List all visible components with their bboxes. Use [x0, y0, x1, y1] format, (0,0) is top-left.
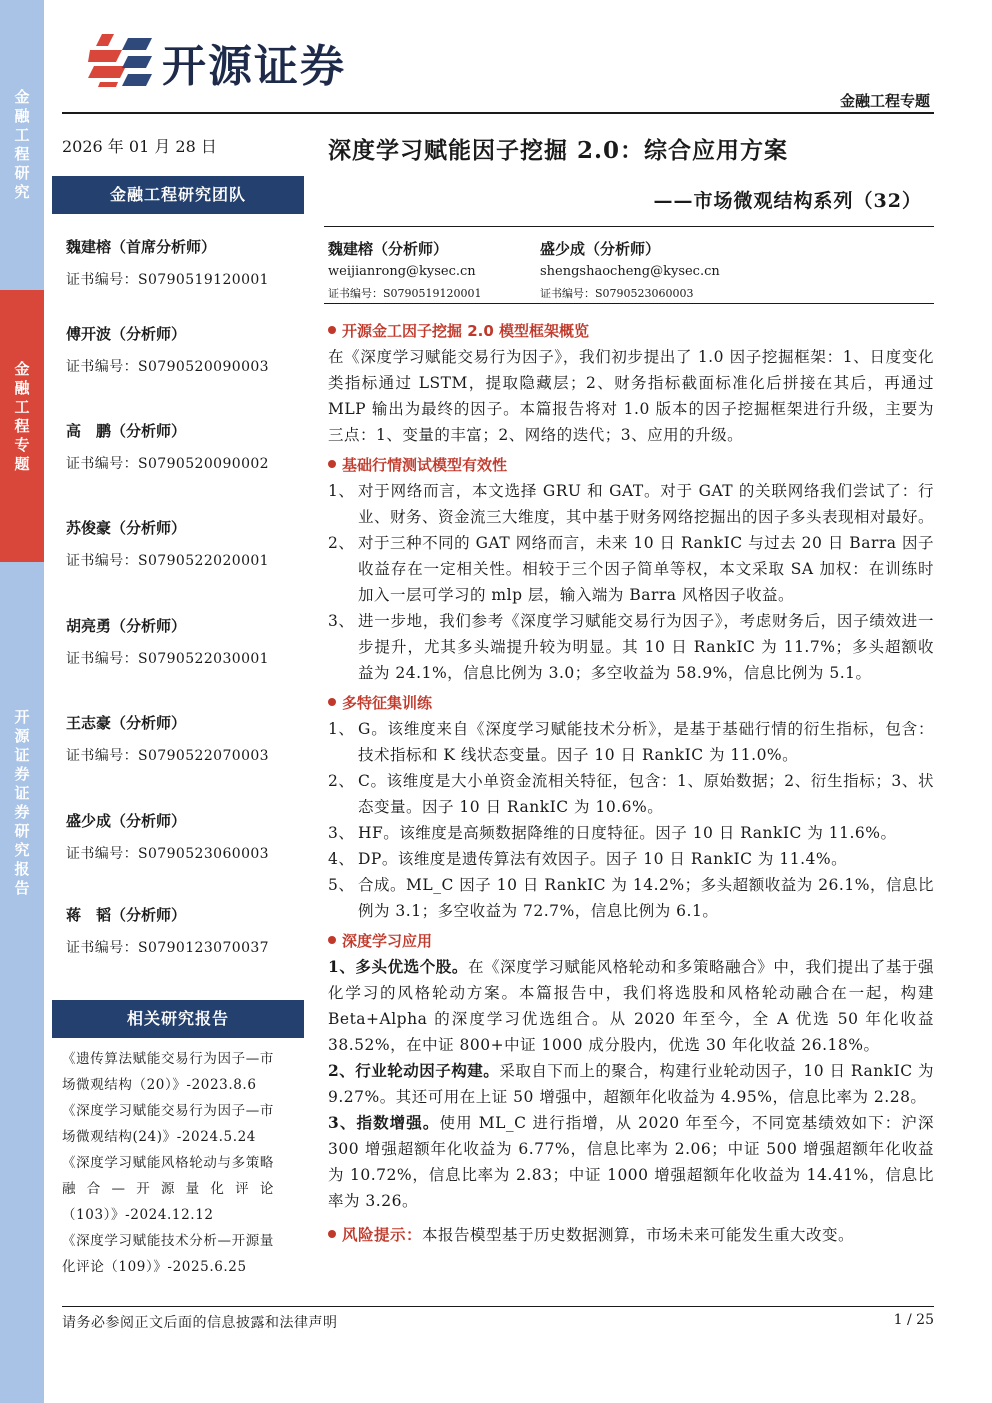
authors-divider: [324, 303, 934, 304]
footer-divider: [62, 1306, 934, 1307]
report-summary: [328, 314, 934, 1248]
risk-warning: 风险提示：本报告模型基于历史数据测算，市场未来可能发生重大改变。: [328, 1222, 934, 1248]
author-email[interactable]: shengshaocheng@kysec.cn: [540, 264, 720, 279]
analyst-name: 蒋 韬（分析师）: [66, 906, 187, 924]
team-title: 金融工程研究团队: [52, 176, 304, 214]
analyst-name: 魏建榕（首席分析师）: [66, 238, 217, 256]
related-report-link[interactable]: 《深度学习赋能技术分析—开源量化评论（109）》-2025.6.25: [62, 1233, 274, 1275]
related-reports-title: 相关研究报告: [52, 1000, 304, 1038]
team-analyst: [66, 809, 306, 863]
team-analyst: [66, 516, 306, 570]
report-subtitle: ——市场微观结构系列（32）: [653, 190, 922, 212]
header-divider: [62, 112, 934, 114]
section-heading: 深度学习应用: [328, 928, 934, 954]
author-block: [328, 238, 482, 301]
related-report-link[interactable]: 《深度学习赋能交易行为因子—市场微观结构(24)》-2024.5.24: [62, 1103, 274, 1145]
analyst-name: 傅开波（分析师）: [66, 325, 187, 343]
author-cert: 证书编号：S0790519120001: [328, 287, 482, 300]
section-paragraph: 1、多头优选个股。在《深度学习赋能风格轮动和多策略融合》中，我们提出了基于强化学习的风格轮动方案。本篇报告中，我们将选股和风格轮动融合在一起，构建 Beta+Alpha 的深度学习优选组合。从 2020 年至今，全 A 优选 50 年化收益 38.52%，在中证 800+中证 1000 成分股内，优选 30 年化收益 26.18%。: [328, 957, 934, 1054]
team-analyst: [66, 419, 306, 473]
bullet-icon: [328, 1230, 336, 1238]
analyst-cert: 证书编号：S0790123070037: [66, 940, 269, 956]
author-name: 魏建榕（分析师）: [328, 240, 449, 258]
analyst-cert: 证书编号：S0790519120001: [66, 272, 269, 288]
bullet-icon: [328, 460, 336, 468]
author-block: [540, 238, 720, 301]
section-paragraph: 在《深度学习赋能交易行为因子》，我们初步提出了 1.0 因子挖掘框架：1、日度变化类指标通过 LSTM，提取隐藏层；2、财务指标截面标准化后拼接在其后，再通过 MLP 输出为最终的因子。本篇报告将对 1.0 版本的因子挖掘框架进行升级，主要为三点：1、变量的丰富；2、网络的迭代；3、应用的升级。: [328, 348, 934, 444]
team-analyst: [66, 903, 306, 957]
analyst-cert: 证书编号：S0790520090003: [66, 359, 269, 375]
strip-label-top: 金融工程研究: [14, 88, 30, 201]
author-name: 盛少成（分析师）: [540, 240, 661, 258]
side-strip: [0, 0, 44, 1403]
analyst-cert: 证书编号：S0790522070003: [66, 748, 269, 764]
analyst-name: 苏俊豪（分析师）: [66, 519, 187, 537]
list-item: 3、 HF。该维度是高频数据降维的日度特征。因子 10 日 RankIC 为 11.6%。: [328, 824, 897, 842]
related-reports-list: [62, 1046, 274, 1280]
footer-disclaimer: 请务必参阅正文后面的信息披露和法律声明: [62, 1315, 338, 1331]
team-analyst: [66, 614, 306, 668]
author-email[interactable]: weijianrong@kysec.cn: [328, 264, 476, 279]
analyst-name: 盛少成（分析师）: [66, 812, 187, 830]
list-item: 4、 DP。该维度是遗传算法有效因子。因子 10 日 RankIC 为 11.4%。: [328, 850, 848, 868]
title-divider: [324, 226, 934, 227]
bullet-icon: [328, 326, 336, 334]
brand-logo: [88, 28, 378, 92]
section-heading: 多特征集训练: [328, 690, 934, 716]
team-analyst: [66, 322, 306, 376]
team-analyst: [66, 235, 306, 289]
analyst-name: 高 鹏（分析师）: [66, 422, 187, 440]
author-cert: 证书编号：S0790523060003: [540, 287, 694, 300]
page-number: 1 / 25: [893, 1312, 934, 1328]
brand-name: 开源证券: [162, 41, 346, 92]
brand-logo-icon: [88, 32, 154, 88]
report-date: 2026 年 01 月 28 日: [62, 137, 217, 156]
bullet-icon: [328, 698, 336, 706]
report-title: 深度学习赋能因子挖掘 2.0：综合应用方案: [328, 137, 789, 164]
section-heading: 基础行情测试模型有效性: [328, 452, 934, 478]
list-item: 1、 对于网络而言，本文选择 GRU 和 GAT。对于 GAT 的关联网络我们尝试了：行业、财务、资金流三大维度，其中基于财务网络挖掘出的因子多头表现相对最好。: [328, 482, 935, 526]
list-item: 2、 C。该维度是大小单资金流相关特征，包含：1、原始数据；2、衍生指标；3、状态变量。因子 10 日 RankIC 为 10.6%。: [328, 772, 934, 816]
list-item: 3、 进一步地，我们参考《深度学习赋能交易行为因子》，考虑财务后，因子绩效进一步提升，尤其多头端提升较为明显。其 10 日 RankIC 为 11.7%；多头超额收益为 24.1%，信息比例为 3.0；多空收益为 58.9%，信息比例为 5.1。: [328, 612, 934, 682]
bullet-icon: [328, 936, 336, 944]
analyst-name: 王志豪（分析师）: [66, 714, 187, 732]
section-paragraph: 3、指数增强。使用 ML_C 进行指增，从 2020 年至今，不同宽基绩效如下：沪深 300 增强超额年化收益为 6.77%，信息比率为 2.06；中证 500 增强超额年化收益为 10.72%，信息比率为 2.83；中证 1000 增强超额年化收益为 14.41%，信息比率为 3.26。: [328, 1113, 934, 1210]
section-paragraph: 2、行业轮动因子构建。采取自下而上的聚合，构建行业轮动因子，10 日 RankIC 为 9.27%。其还可用在上证 50 增强中，超额年化收益为 4.95%，信息比率为 2.28。: [328, 1061, 934, 1106]
header-category: 金融工程专题: [839, 92, 930, 110]
section-heading: 开源金工因子挖掘 2.0 模型框架概览: [328, 318, 934, 344]
analyst-cert: 证书编号：S0790522020001: [66, 553, 269, 569]
analyst-cert: 证书编号：S0790520090002: [66, 456, 269, 472]
related-report-link[interactable]: 《遗传算法赋能交易行为因子—市场微观结构（20）》-2023.8.6: [62, 1051, 274, 1093]
list-item: 2、 对于三种不同的 GAT 网络而言，未来 10 日 RankIC 与过去 20 日 Barra 因子收益存在一定相关性。相较于三个因子简单等权，本文采取 SA 加权：在训练时加入一层可学习的 mlp 层，输入端为 Barra 风格因子收益。: [328, 534, 934, 604]
analyst-name: 胡亮勇（分析师）: [66, 617, 187, 635]
list-item: 1、 G。该维度来自《深度学习赋能技术分析》，是基于基础行情的衍生指标，包含：技术指标和 K 线状态变量。因子 10 日 RankIC 为 11.0%。: [328, 720, 934, 764]
related-report-link[interactable]: 《深度学习赋能风格轮动与多策略融合—开源量化评论（103）》-2024.12.12: [62, 1155, 274, 1223]
strip-label-middle: 金融工程专题: [14, 360, 30, 473]
analyst-cert: 证书编号：S0790522030001: [66, 651, 269, 667]
strip-label-bottom: 开源证券 证券研究报告: [14, 708, 30, 897]
list-item: 5、 合成。ML_C 因子 10 日 RankIC 为 14.2%；多头超额收益为 26.1%，信息比例为 3.1；多空收益为 72.7%，信息比例为 6.1。: [328, 876, 934, 920]
analyst-cert: 证书编号：S0790523060003: [66, 846, 269, 862]
team-analyst: [66, 711, 306, 765]
